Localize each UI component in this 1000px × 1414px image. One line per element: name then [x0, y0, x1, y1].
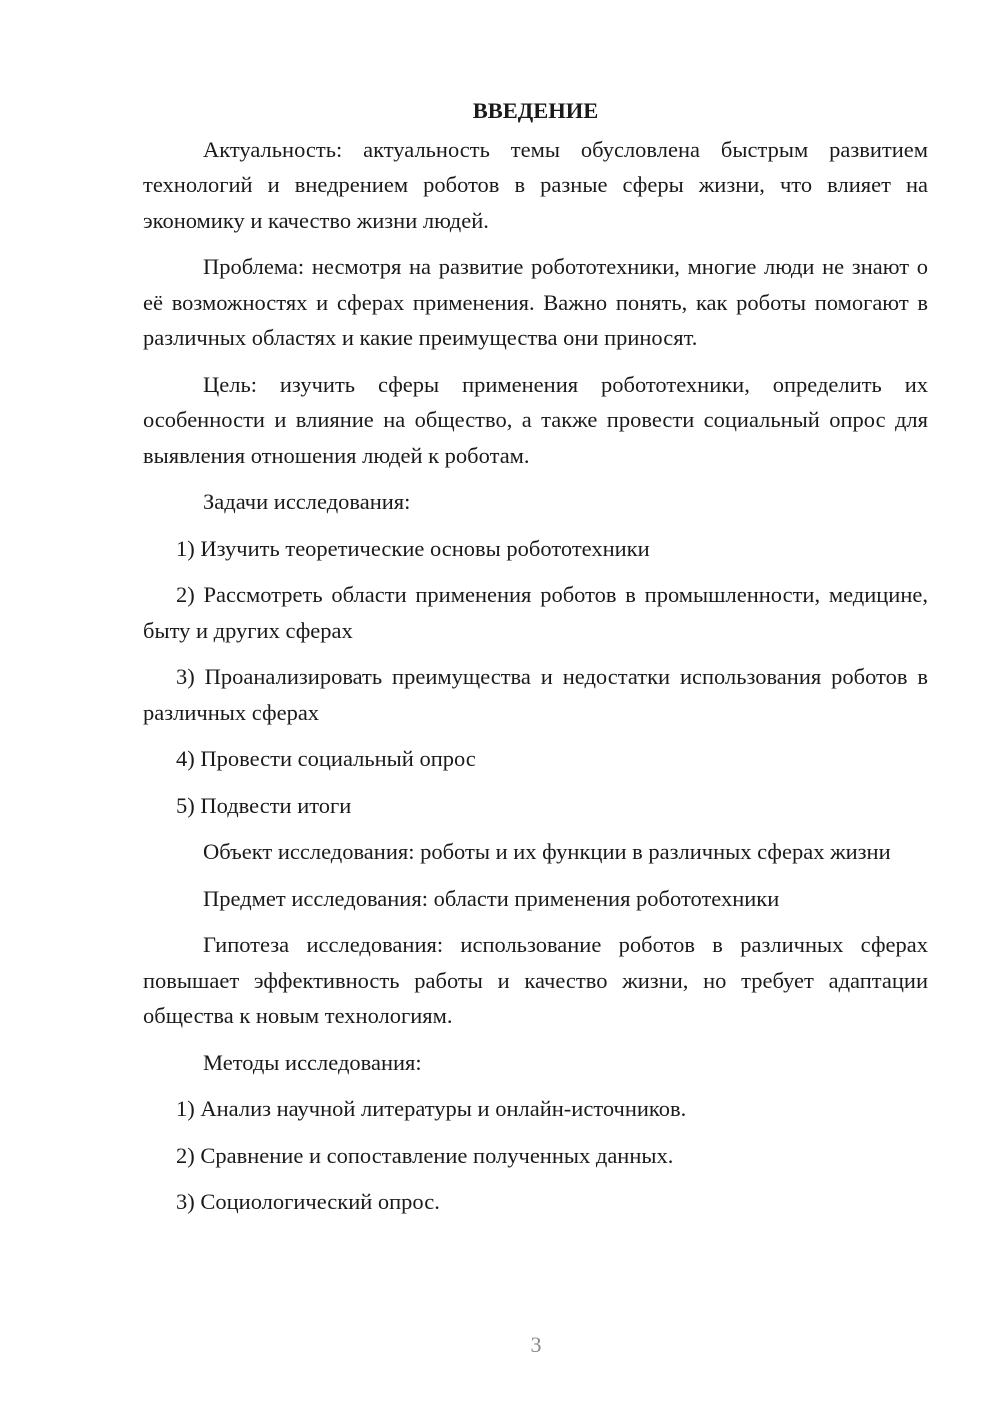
tasks-heading: Задачи исследования:	[203, 489, 411, 514]
task-item: 1) Изучить теоретические основы робототехники	[176, 535, 650, 561]
hypothesis-paragraph: Гипотеза исследования: использование роботов в различных сферах повышает эффективность работы и качество жизни, но требует адаптации общества к новым технологиям.	[143, 932, 928, 1028]
problem-paragraph: Проблема: несмотря на развитие робототехники, многие люди не знают о её возможностях и сферах применения. Важно понять, как роботы помогают в различных областях и какие преимущества они приносят.	[143, 254, 928, 350]
task-item: 4) Провести социальный опрос	[176, 746, 476, 771]
methods-heading: Методы исследования:	[203, 1049, 422, 1075]
goal-paragraph: Цель: изучить сферы применения робототехники, определить их особенности и влияние на общество, а также провести социальный опрос для выявления отношения людей к роботам.	[143, 371, 928, 468]
method-item: 1) Анализ научной литературы и онлайн-источников.	[176, 1096, 687, 1121]
method-item: 2) Сравнение и сопоставление полученных данных.	[176, 1142, 674, 1168]
task-item: 5) Подвести итоги	[176, 792, 352, 818]
relevance-paragraph: Актуальность: актуальность темы обусловлена быстрым развитием технологий и внедрением роботов в разные сферы жизни, что влияет на экономику и качество жизни людей.	[143, 136, 928, 233]
method-item: 3) Социологический опрос.	[176, 1189, 440, 1214]
page-number: 3	[530, 1332, 542, 1357]
task-item: 2) Рассмотреть области применения роботов в промышленности, медицине, быту и других сферах	[143, 582, 928, 643]
task-item: 3) Проанализировать преимущества и недостатки использования роботов в различных сферах	[143, 664, 928, 725]
subject-paragraph: Предмет исследования: области применения робототехники	[203, 885, 780, 911]
page-body	[143, 93, 928, 1231]
object-paragraph: Объект исследования: роботы и их функции в различных сферах жизни	[203, 839, 891, 864]
section-title: ВВЕДЕНИЕ	[472, 98, 599, 123]
